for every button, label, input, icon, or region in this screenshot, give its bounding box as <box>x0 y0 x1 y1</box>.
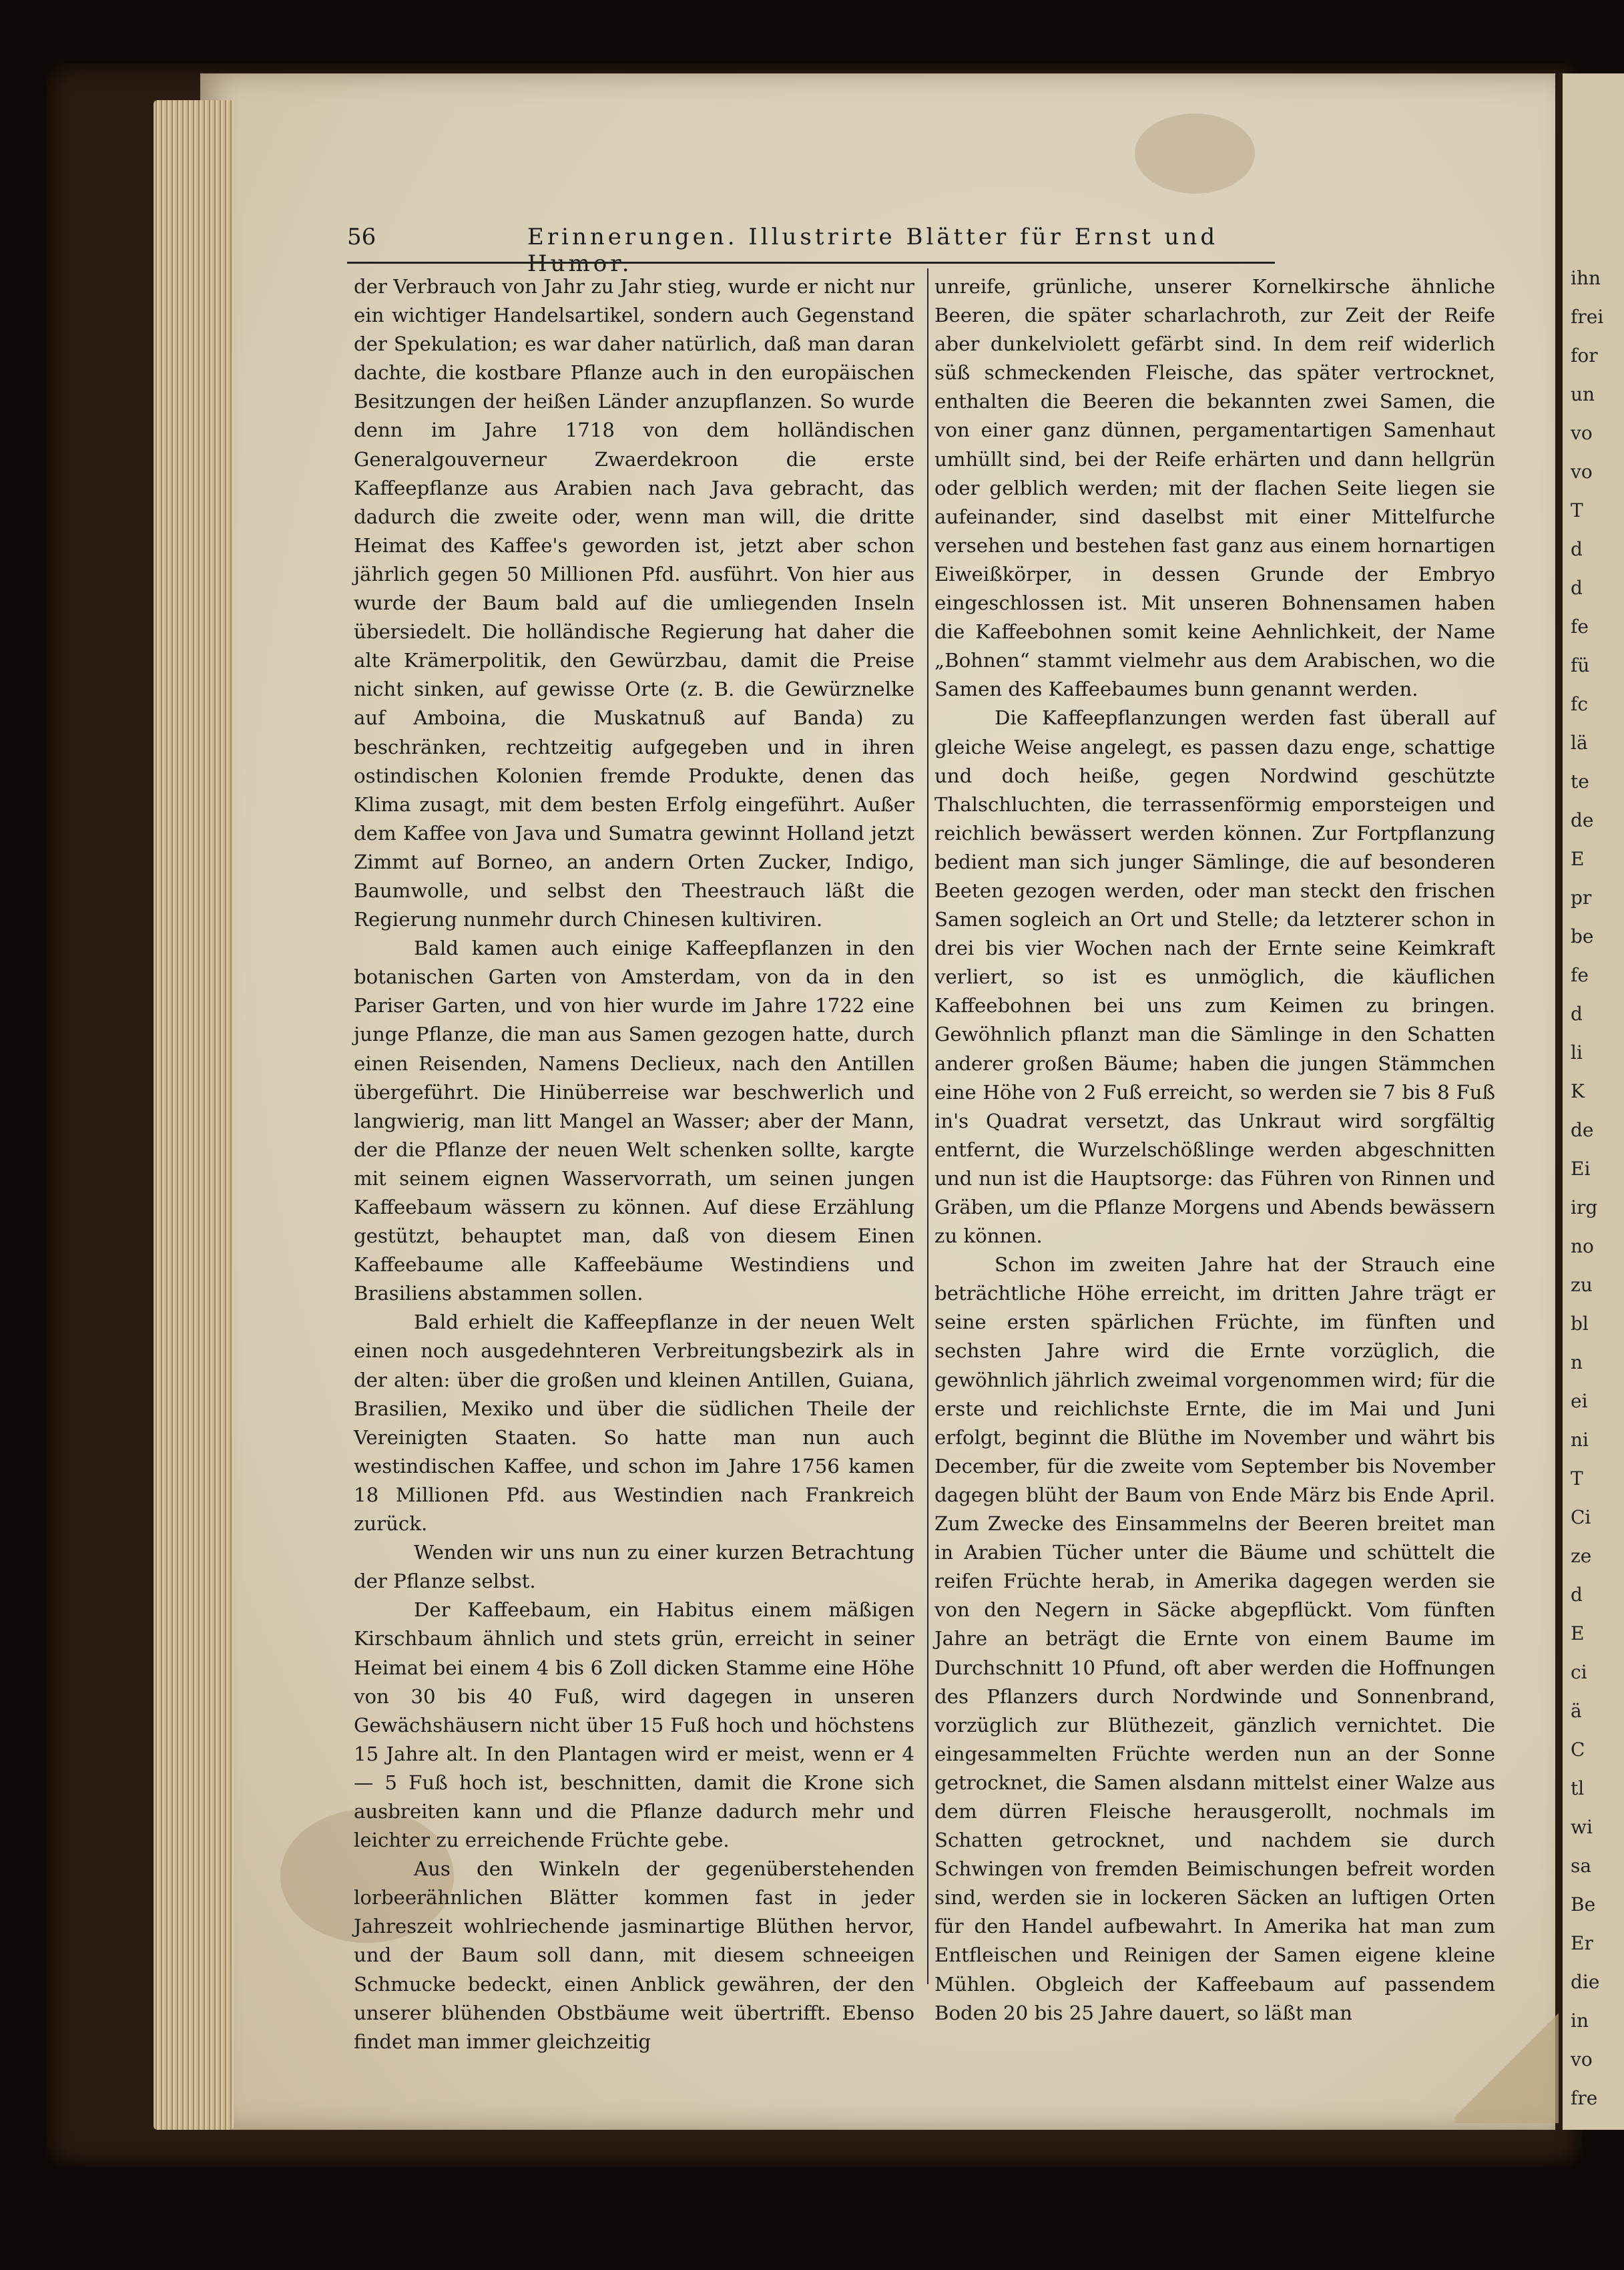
adjacent-page-fragment: tl <box>1571 1777 1585 1799</box>
adjacent-page-fragment: n <box>1571 1351 1583 1373</box>
adjacent-page-fragment: Ci <box>1571 1506 1591 1528</box>
adjacent-page-fragment: fe <box>1571 616 1589 638</box>
right-column <box>934 272 1495 2028</box>
adjacent-page-fragment: vo <box>1571 422 1593 444</box>
adjacent-page-fragment: ze <box>1571 1545 1592 1567</box>
adjacent-page-fragment: ni <box>1571 1429 1589 1451</box>
running-title: Erinnerungen. Illustrirte Blätter für Ernst und Humor. <box>527 224 1219 277</box>
adjacent-page-fragment: fre <box>1571 2087 1598 2109</box>
adjacent-page-fragment: die <box>1571 1971 1600 1993</box>
adjacent-page-fragment: Ei <box>1571 1158 1591 1180</box>
adjacent-page-fragment: be <box>1571 925 1594 947</box>
adjacent-page-fragment: pr <box>1571 887 1592 909</box>
paragraph: Aus den Winkeln der gegenüberstehenden lorbeerähnlichen Blätter kommen fast in jeder Jahreszeit wohlriechende jasminartige Blüthen hervor, und der Baum soll dann, mit diesem schneeigen Schmucke bedeckt, einen Anblick gewähren, der den unserer blühenden Obstbäume weit übertrifft. Ebenso findet man immer gleichzeitig <box>354 1857 914 2053</box>
page-edges <box>154 100 234 2130</box>
adjacent-page-fragment: de <box>1571 809 1594 831</box>
adjacent-page-fragment: fe <box>1571 964 1589 986</box>
adjacent-page-fragment: bl <box>1571 1313 1589 1335</box>
adjacent-page-fragment: T <box>1571 499 1583 521</box>
adjacent-page-fragment: zu <box>1571 1274 1593 1296</box>
column-divider <box>927 268 928 1984</box>
adjacent-page-fragment: te <box>1571 770 1589 792</box>
header-rule <box>347 262 1275 264</box>
page-header <box>347 224 1268 277</box>
adjacent-page-fragment: li <box>1571 1042 1583 1064</box>
adjacent-page-fragment: irg <box>1571 1196 1598 1218</box>
adjacent-page-fragment: K <box>1571 1080 1585 1102</box>
adjacent-page-fragment: T <box>1571 1467 1583 1490</box>
adjacent-page-fragment: fc <box>1571 693 1589 715</box>
adjacent-page-fragment: ä <box>1571 1700 1582 1722</box>
adjacent-page-fragment: d <box>1571 1003 1583 1025</box>
adjacent-page-fragment: d <box>1571 1584 1583 1606</box>
adjacent-page-fragment: in <box>1571 2010 1589 2032</box>
adjacent-page-fragment: Er <box>1571 1932 1593 1954</box>
adjacent-page-fragment: E <box>1571 848 1585 870</box>
left-column <box>354 272 914 2056</box>
paragraph: unreife, grünliche, unserer Kornelkirsche ähnliche Beeren, die später scharlachroth, zur Zeit der Reife aber dunkelviolett gefärbt sind. In dem reif widerlich süß schmeckenden Fleische, das später vertrocknet, enthalten die Beeren die bekannten zwei Samen, die von einer ganz dünnen, pergamentartigen Samenhaut umhüllt sind, bei der Reife erhärten und dann hellgrün oder gelblich werden; mit der flachen Seite liegen sie aufeinander, sind daselbst mit einer Mittelfurche versehen und bestehen fast ganz aus einem hornartigen Eiweißkörper, in dessen Grunde der Embryo eingeschlossen ist. Mit unseren Bohnensamen haben die Kaffeebohnen somit keine Aehnlichkeit, der Name „Bohnen“ stammt vielmehr aus dem Arabischen, wo die Samen des Kaffeebaumes bunn genannt werden. <box>934 275 1495 701</box>
adjacent-page-fragment: for <box>1571 345 1598 367</box>
adjacent-page <box>1559 73 1624 2130</box>
paragraph: Der Kaffeebaum, ein Habitus einem mäßigen Kirschbaum ähnlich und stets grün, erreicht in seiner Heimat bei einem 4 bis 6 Zoll dicken Stamme eine Höhe von 30 bis 40 Fuß, wird dagegen in unseren Gewächshäusern nicht über 15 Fuß hoch und höchstens 15 Jahre alt. In den Plantagen wird er meist, wenn er 4 — 5 Fuß hoch ist, beschnitten, damit die Krone sich ausbreiten kann und die Pflanze dadurch mehr und leichter zu erreichende Früchte gebe. <box>354 1598 914 1852</box>
paper-stain <box>1135 114 1255 194</box>
paragraph: Bald erhielt die Kaffeepflanze in der neuen Welt einen noch ausgedehnteren Verbreitungsbezirk als in der alten: über die großen und kleinen Antillen, Guiana, Brasilien, Mexiko und über die südlichen Theile der Vereinigten Staaten. So hatte man nun auch westindischen Kaffee, und schon im Jahre 1756 kamen 18 Millionen Pfd. aus Westindien nach Frankreich zurück. <box>354 1311 914 1536</box>
adjacent-page-fragment: wi <box>1571 1816 1593 1838</box>
adjacent-page-fragment: Be <box>1571 1893 1596 1915</box>
adjacent-page-fragment: C <box>1571 1739 1585 1761</box>
adjacent-page-fragment: ei <box>1571 1390 1588 1412</box>
paragraph: der Verbrauch von Jahr zu Jahr stieg, wurde er nicht nur ein wichtiger Handelsartikel, sondern auch Gegenstand der Spekulation; es war daher natürlich, daß man daran dachte, die kostbare Pflanze auch in den europäischen Besitzungen der heißen Länder anzupflanzen. So wurde denn im Jahre 1718 von dem holländischen Generalgouverneur Zwaerdekroon die erste Kaffeepflanze aus Arabien nach Java gebracht, das dadurch die zweite oder, wenn man will, die dritte Heimat des Kaffee's geworden ist, jetzt aber schon jährlich gegen 50 Millionen Pfd. ausführt. Von hier aus wurde der Baum bald auf die umliegenden Inseln übersiedelt. Die holländische Regierung hat daher die alte Krämerpolitik, den Gewürzbau, damit die Preise nicht sinken, auf gewisse Orte (z. B. die Gewürznelke auf Amboina, die Muskatnuß auf Banda) zu beschränken, rechtzeitig aufgegeben und in ihren ostindischen Kolonien fremde Produkte, denen das Klima zusagt, mit dem besten Erfolg eingeführt. Außer dem Kaffee von Java und Sumatra gewinnt Holland jetzt Zimmt auf Borneo, an andern Orten Zucker, Indigo, Baumwolle, und selbst den Theestrauch läßt die Regierung nunmehr durch Chinesen kultiviren. <box>354 275 914 931</box>
adjacent-page-fragment: ihn <box>1571 267 1601 289</box>
adjacent-page-fragment: ci <box>1571 1661 1587 1683</box>
paragraph: Die Kaffeepflanzungen werden fast überall auf gleiche Weise angelegt, es passen dazu enge, schattige und doch heiße, gegen Nordwind geschützte Thalschluchten, die terrassenförmig emporsteigen und reichlich bewässert werden können. Zur Fortpflanzung bedient man sich junger Sämlinge, die auf besonderen Beeten gezogen werden, oder man steckt den frischen Samen sogleich an Ort und Stelle; da letzterer schon in drei bis vier Wochen nach der Ernte seine Keimkraft verliert, so ist es unmöglich, die käuflichen Kaffeebohnen bei uns zum Keimen zu bringen. Gewöhnlich pflanzt man die Sämlinge in den Schatten anderer großen Bäume; haben die jungen Stämmchen eine Höhe von 2 Fuß erreicht, so werden sie 7 bis 8 Fuß in's Quadrat versetzt, das Unkraut wird sorgfältig entfernt, die Wurzelschößlinge werden abgeschnitten und nun ist die Hauptsorge: das Führen von Rinnen und Gräben, um die Pflanze Morgens und Abends bewässern zu können. <box>934 706 1495 1248</box>
page-number: 56 <box>347 224 376 250</box>
adjacent-page-fragment: lä <box>1571 732 1588 754</box>
paragraph: Schon im zweiten Jahre hat der Strauch eine beträchtliche Höhe erreicht, im dritten Jahre trägt er seine ersten spärlichen Früchte, im fünften und sechsten Jahre wird die Ernte vorzüglich, die gewöhnlich jährlich zweimal vorgenommen wird; für die erste und reichlichste Ernte, die im Mai und Juni erfolgt, beginnt die Blüthe im November und währt bis December, für die zweite vom September bis November dagegen blüht der Baum von Ende März bis Ende April. Zum Zwecke des Einsammelns der Beeren breitet man in Arabien Tücher unter die Bäume und schüttelt die reifen Früchte herab, in Amerika dagegen werden sie von den Negern in Säcke abgepflückt. Vom fünften Jahre an beträgt die Ernte von einem Baume im Durchschnitt 10 Pfund, oft aber werden die Hoffnungen des Pflanzers durch Nordwinde und Sonnenbrand, vorzüglich zur Blüthezeit, gänzlich vernichtet. Die eingesammelten Früchte werden nun an der Sonne getrocknet, die Samen alsdann mittelst einer Walze aus dem dürren Fleische herausgerollt, nochmals im Schatten getrocknet, und nachdem sie durch Schwingen von fremden Beimischungen befreit worden sind, werden sie in lockeren Säcken an luftigen Orten für den Handel aufbewahrt. In Amerika hat man zum Entfleischen und Reinigen der Samen eigene kleine Mühlen. Obgleich der Kaffeebaum auf passendem Boden 20 bis 25 Jahre dauert, so läßt man <box>934 1253 1495 2024</box>
adjacent-page-fragment: no <box>1571 1235 1594 1257</box>
adjacent-page-fragment: sa <box>1571 1855 1592 1877</box>
adjacent-page-fragment: vo <box>1571 461 1593 483</box>
adjacent-page-fragment: un <box>1571 383 1595 405</box>
adjacent-page-fragment: d <box>1571 538 1583 560</box>
adjacent-page-fragment: de <box>1571 1119 1594 1141</box>
adjacent-page-fragment: E <box>1571 1622 1585 1644</box>
paragraph: Bald kamen auch einige Kaffeepflanzen in den botanischen Garten von Amsterdam, von da in den Pariser Garten, und von hier wurde im Jahre 1722 eine junge Pflanze, die man aus Samen gezogen hatte, durch einen Reisenden, Namens Declieux, nach den Antillen übergeführt. Die Hinüberreise war beschwerlich und langwierig, man litt Mangel an Wasser; aber der Mann, der die Pflanze der neuen Welt schenken sollte, kargte mit seinem eignen Wasservorrath, um seinen jungen Kaffeebaum wässern zu können. Auf diese Erzählung gestützt, behauptet man, daß von diesem Einen Kaffeebaume alle Kaffeebäume Westindiens und Brasiliens abstammen sollen. <box>354 937 914 1305</box>
adjacent-page-fragment: vo <box>1571 2048 1593 2070</box>
adjacent-page-fragment: frei <box>1571 306 1604 328</box>
adjacent-page-fragment: d <box>1571 577 1583 599</box>
paragraph: Wenden wir uns nun zu einer kurzen Betrachtung der Pflanze selbst. <box>354 1541 914 1593</box>
adjacent-page-fragment: fü <box>1571 654 1590 676</box>
